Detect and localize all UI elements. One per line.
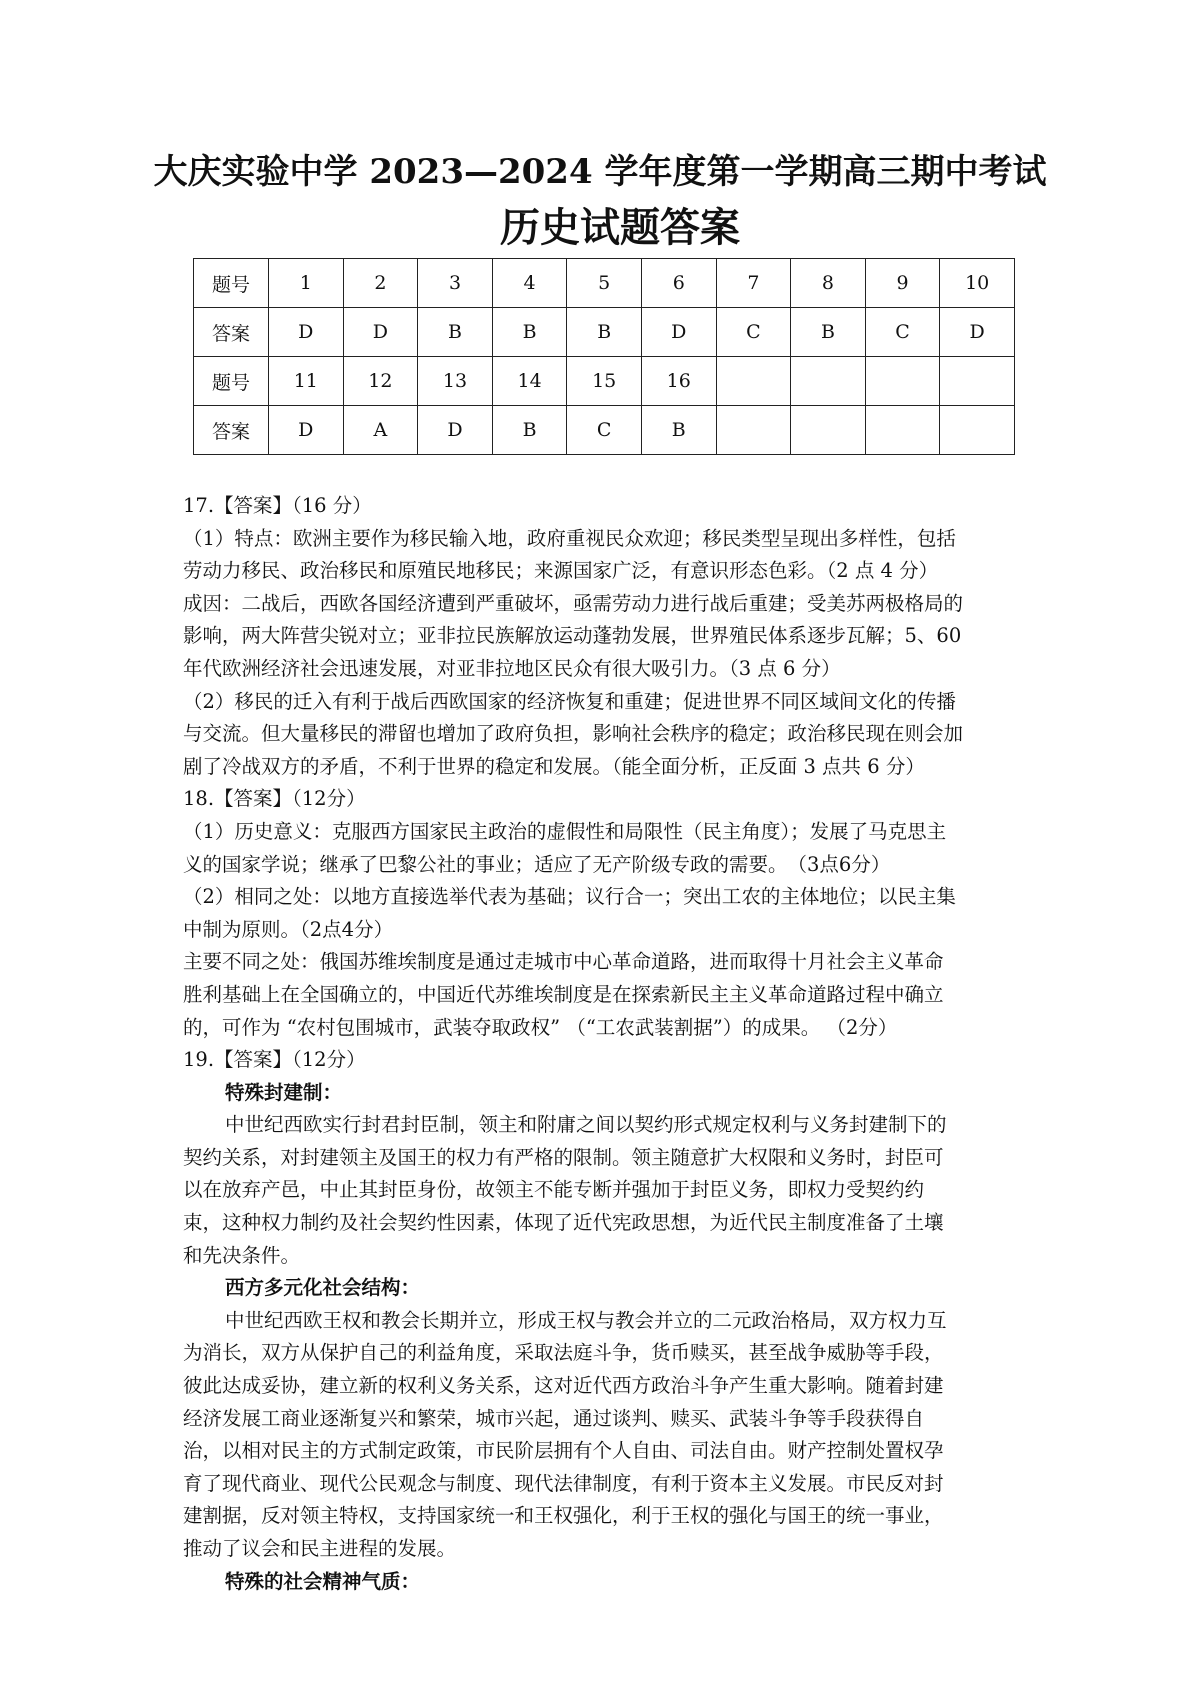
table-cell: D xyxy=(641,308,716,357)
q19-line: 推动了议会和民主进程的发展。 xyxy=(183,1537,457,1560)
q17-heading: 17.【答案】（16 分） xyxy=(183,494,372,517)
table-cell xyxy=(940,406,1015,455)
q17-line: 影响，两大阵营尖锐对立；亚非拉民族解放运动蓬勃发展，世界殖民体系逐步瓦解；5、60 xyxy=(183,624,962,648)
q18-line: （2）相同之处：以地方直接选举代表为基础；议行合一；突出工农的主体地位；以民主集 xyxy=(183,885,956,909)
q19-line: 经济发展工商业逐渐复兴和繁荣，城市兴起，通过谈判、赎买、武装斗争等手段获得自 xyxy=(183,1406,925,1430)
q19-line: 束，这种权力制约及社会契约性因素，体现了近代宪政思想，为近代民主制度准备了土壤 xyxy=(183,1211,944,1235)
table-cell: B xyxy=(641,406,716,455)
q19-line: 育了现代商业、现代公民观念与制度、现代法律制度，有利于资本主义发展。市民反对封 xyxy=(183,1471,944,1495)
q19-heading: 19.【答案】（12分） xyxy=(183,1048,366,1072)
q18-line: 中制为原则。（2点4分） xyxy=(183,917,394,941)
table-cell: B xyxy=(492,406,567,455)
table-cell: 6 xyxy=(641,259,716,308)
q19-line: 中世纪西欧实行封君封臣制，领主和附庸之间以契约形式规定权利与义务封建制下的 xyxy=(225,1113,947,1137)
table-cell: B xyxy=(791,308,866,357)
table-cell: 4 xyxy=(492,259,567,308)
q19-line: 建割据，反对领主特权，支持国家统一和王权强化，利于王权的强化与国王的统一事业， xyxy=(183,1504,944,1528)
table-cell: 10 xyxy=(940,259,1015,308)
q19-line: 中世纪西欧王权和教会长期并立，形成王权与教会并立的二元政治格局，双方权力互 xyxy=(225,1308,947,1332)
q18-line: 义的国家学说；继承了巴黎公社的事业；适应了无产阶级专政的需要。 （3点6分） xyxy=(183,852,891,876)
q17-line: 与交流。但大量移民的滞留也增加了政府负担，影响社会秩序的稳定；政治移民现在则会加 xyxy=(183,722,964,746)
q17-line: 年代欧洲经济社会迅速发展，对亚非拉地区民众有很大吸引力。（3 点 6 分） xyxy=(183,656,841,680)
answer-key-title: 历史试题答案 xyxy=(500,204,740,251)
table-row xyxy=(194,259,1015,308)
table-cell: 14 xyxy=(492,357,567,406)
table-cell: 5 xyxy=(567,259,642,308)
table-cell: 16 xyxy=(641,357,716,406)
table-cell: A xyxy=(343,406,418,455)
table-cell: D xyxy=(940,308,1015,357)
table-cell xyxy=(940,357,1015,406)
answer-label: 答案 xyxy=(194,406,269,455)
q17-line: 剧了冷战双方的矛盾，不利于世界的稳定和发展。（能全面分析，正反面 3 点共 6 分） xyxy=(183,754,925,778)
table-cell: 1 xyxy=(269,259,344,308)
table-cell: D xyxy=(269,308,344,357)
table-cell xyxy=(865,406,940,455)
table-cell: D xyxy=(343,308,418,357)
answer-table xyxy=(193,258,1015,455)
question-number-label: 题号 xyxy=(194,259,269,308)
table-cell xyxy=(865,357,940,406)
q18-heading: 18.【答案】（12分） xyxy=(183,787,366,811)
question-number-label: 题号 xyxy=(194,357,269,406)
q19-subheading: 特殊封建制： xyxy=(225,1080,343,1104)
q19-line: 和先决条件。 xyxy=(183,1243,301,1267)
q19-line: 治，以相对民主的方式制定政策，市民阶层拥有个人自由、司法自由。财产控制处置权孕 xyxy=(183,1439,944,1463)
table-cell xyxy=(791,406,866,455)
table-cell: D xyxy=(418,406,493,455)
q18-line: 的，可作为 “农村包围城市，武装夺取政权” （“工农武装割据”）的成果。 （2分） xyxy=(183,1015,898,1039)
q19-line: 为消长，双方从保护自己的利益角度，采取法庭斗争，货币赎买，甚至战争威胁等手段， xyxy=(183,1341,944,1365)
q17-line: （2）移民的迁入有利于战后西欧国家的经济恢复和重建；促进世界不同区域间文化的传播 xyxy=(183,689,956,713)
answer-body xyxy=(183,490,1028,1598)
q19-line: 以在放弃产邑，中止其封臣身份，故领主不能专断并强加于封臣义务，即权力受契约约 xyxy=(183,1178,925,1202)
table-cell: B xyxy=(567,308,642,357)
table-row xyxy=(194,357,1015,406)
q18-line: （1）历史意义：克服西方国家民主政治的虚假性和局限性（民主角度）；发展了马克思主 xyxy=(183,819,947,843)
table-cell: B xyxy=(418,308,493,357)
table-cell: 2 xyxy=(343,259,418,308)
table-cell: D xyxy=(269,406,344,455)
table-row xyxy=(194,308,1015,357)
table-cell xyxy=(791,357,866,406)
q19-line: 彼此达成妥协，建立新的权利义务关系，这对近代西方政治斗争产生重大影响。随着封建 xyxy=(183,1374,944,1398)
table-cell: 3 xyxy=(418,259,493,308)
q19-subheading: 西方多元化社会结构： xyxy=(225,1276,421,1300)
q19-subheading: 特殊的社会精神气质： xyxy=(225,1569,421,1593)
q18-line: 主要不同之处：俄国苏维埃制度是通过走城市中心革命道路，进而取得十月社会主义革命 xyxy=(183,950,944,974)
table-cell: 13 xyxy=(418,357,493,406)
table-cell xyxy=(716,406,791,455)
q17-line: 成因：二战后，西欧各国经济遭到严重破坏，亟需劳动力进行战后重建；受美苏两极格局的 xyxy=(183,591,964,615)
q18-line: 胜利基础上在全国确立的，中国近代苏维埃制度是在探索新民主主义革命道路过程中确立 xyxy=(183,982,944,1006)
exam-title: 大庆实验中学 2023—2024 学年度第一学期高三期中考试 xyxy=(153,152,1047,192)
table-cell: B xyxy=(492,308,567,357)
table-cell: 7 xyxy=(716,259,791,308)
q19-line: 契约关系，对封建领主及国王的权力有严格的限制。领主随意扩大权限和义务时，封臣可 xyxy=(183,1145,944,1169)
table-row xyxy=(194,406,1015,455)
q17-line: 劳动力移民、政治移民和原殖民地移民；来源国家广泛，有意识形态色彩。（2 点 4 分） xyxy=(183,559,939,583)
q17-line: （1）特点：欧洲主要作为移民输入地，政府重视民众欢迎；移民类型呈现出多样性，包括 xyxy=(183,526,956,550)
table-cell: 11 xyxy=(269,357,344,406)
answer-label: 答案 xyxy=(194,308,269,357)
table-cell: C xyxy=(716,308,791,357)
table-cell: 8 xyxy=(791,259,866,308)
table-cell: 12 xyxy=(343,357,418,406)
table-cell xyxy=(716,357,791,406)
table-cell: 9 xyxy=(865,259,940,308)
table-cell: C xyxy=(865,308,940,357)
table-cell: C xyxy=(567,406,642,455)
table-cell: 15 xyxy=(567,357,642,406)
